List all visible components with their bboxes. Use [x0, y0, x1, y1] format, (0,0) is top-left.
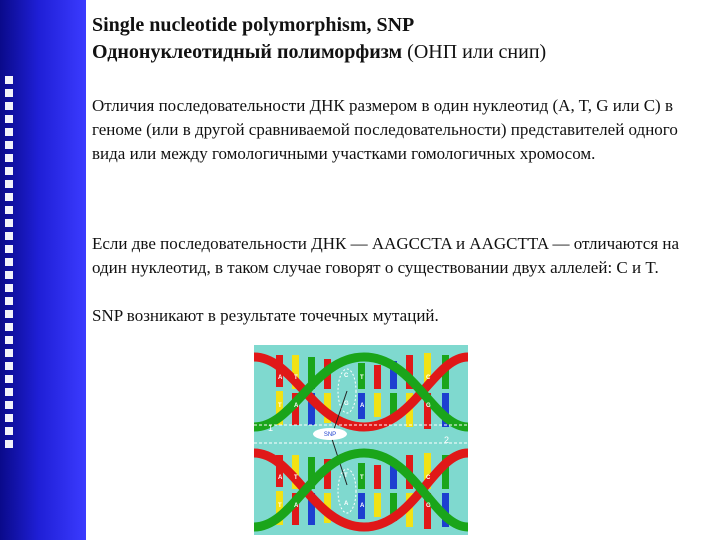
top-letter-lower-3: G — [344, 401, 349, 407]
bottom-letter-lower-2: A — [294, 503, 299, 509]
title-russian — [92, 39, 702, 66]
decorative-squares — [3, 76, 17, 456]
top-letter-lower-1: T — [278, 403, 282, 409]
dna-diagram — [254, 345, 468, 535]
title-russian-bold: Однонуклеотидный полиморфизм — [92, 41, 403, 63]
bottom-letter-lower-1: T — [278, 503, 282, 509]
top-letter-lower-2: A — [294, 403, 299, 409]
title-russian-abbrev: (ОНП или снип) — [402, 41, 547, 63]
bottom-letter-upper-2: T — [294, 475, 298, 481]
slide-title — [92, 12, 702, 66]
top-letter-upper-1: A — [278, 375, 283, 381]
top-letter-lower-4: A — [360, 403, 365, 409]
bottom-letter-lower-4: A — [360, 503, 365, 509]
top-letter-lower-5: G — [426, 403, 431, 409]
top-letter-upper-4: T — [360, 375, 364, 381]
blue-sidebar — [0, 0, 86, 540]
title-english: Single nucleotide polymorphism, SNP — [92, 14, 415, 36]
bottom-letter-upper-4: T — [360, 475, 364, 481]
top-letter-upper-2: T — [294, 375, 298, 381]
bottom-letter-upper-1: A — [278, 475, 283, 481]
definition-paragraph: Отличия последовательности ДНК размером в один нуклеотид (A, T, G или C) в геноме (или в другой сравниваемой последовательности) представителей одного вида или между гомологичными участками гомологичных хромосом. — [92, 96, 678, 163]
snp-badge-label: SNP — [323, 432, 337, 438]
bottom-letter-upper-5: C — [426, 475, 431, 481]
bottom-letter-lower-5: G — [426, 503, 431, 509]
bottom-letter-upper-3: T — [344, 473, 348, 479]
helix-label-1: 1 — [268, 423, 274, 433]
helix-label-2: 2 — [444, 435, 450, 445]
example-paragraph: Если две последовательности ДНК — AAGCCTA и AAGCTTA — отличаются на один нуклеотид, в таком случае говорят о существовании двух аллелей: C и T. — [92, 234, 680, 277]
origin-paragraph: SNP возникают в результате точечных мутаций. — [92, 306, 439, 325]
bottom-letter-lower-3: A — [344, 501, 349, 507]
dna-snp-illustration — [254, 345, 468, 535]
top-letter-upper-5: C — [426, 375, 431, 381]
top-letter-upper-3: C — [344, 373, 349, 379]
